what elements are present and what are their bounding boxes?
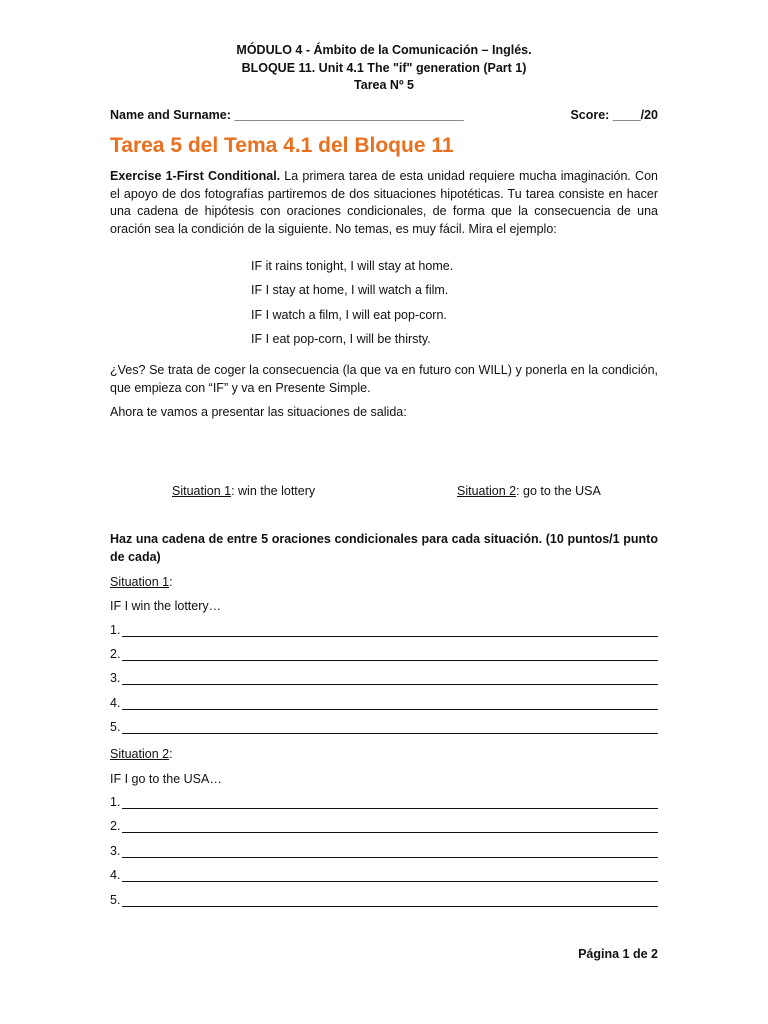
answer-rule (122, 881, 658, 882)
answer-rule (122, 906, 658, 907)
example-sentence-3: IF I watch a film, I will eat pop-corn. (251, 308, 447, 322)
answer-number: 5. (110, 720, 121, 734)
answer-line-1-2[interactable] (110, 647, 658, 663)
situations-intro: Ahora te vamos a presentar las situaciones de salida: (110, 405, 407, 419)
section-2-prompt: IF I go to the USA… (110, 772, 222, 786)
answer-line-2-5[interactable] (110, 893, 658, 909)
section-2-heading-colon: : (169, 747, 173, 761)
answer-line-1-5[interactable] (110, 720, 658, 736)
answer-rule (122, 832, 658, 833)
situation-1-caption (172, 484, 315, 498)
name-field-label: Name and Surname: _________________________________ (110, 108, 464, 122)
answer-rule (122, 684, 658, 685)
intro-paragraph (110, 168, 658, 238)
page-title: Tarea 5 del Tema 4.1 del Bloque 11 (110, 134, 454, 157)
answer-number: 1. (110, 795, 121, 809)
example-sentence-4: IF I eat pop-corn, I will be thirsty. (251, 332, 431, 346)
section-1-heading-label: Situation 1 (110, 575, 170, 589)
example-sentence-2: IF I stay at home, I will watch a film. (251, 283, 449, 297)
section-1-heading-colon: : (169, 575, 173, 589)
example-sentence-1: IF it rains tonight, I will stay at home. (251, 259, 454, 273)
answer-rule (122, 857, 658, 858)
answer-number: 3. (110, 844, 121, 858)
situation-2-caption (457, 484, 601, 498)
answer-number: 5. (110, 893, 121, 907)
answer-number: 4. (110, 696, 121, 710)
answer-number: 1. (110, 623, 121, 637)
situation-1-caption-text: : win the lottery (231, 484, 316, 498)
section-2-heading (110, 746, 173, 762)
answer-rule (122, 733, 658, 734)
exercise-label: Exercise 1-First Conditional. (110, 169, 281, 183)
intro-text: La primera tarea de esta unidad requiere mucha imaginación. Con el apoyo de dos fotografías partiremos de dos situaciones hipotéticas. Tu tarea consiste en hacer una cadena de hipótesis con oraciones condicionales, de forma que la consecuencia de una oración sea la condición de la siguiente. No temas, es muy fácil. Mira el ejemplo: (110, 169, 658, 236)
situation-1-caption-label: Situation 1 (172, 484, 232, 498)
answer-number: 2. (110, 647, 121, 661)
section-1-prompt: IF I win the lottery… (110, 599, 222, 613)
answer-line-2-2[interactable] (110, 819, 658, 835)
answer-rule (122, 636, 658, 637)
answer-number: 3. (110, 671, 121, 685)
answer-rule (122, 660, 658, 661)
situation-2-caption-label: Situation 2 (457, 484, 517, 498)
explanation-paragraph: ¿Ves? Se trata de coger la consecuencia (la que va en futuro con WILL) y ponerla en la condición, que empieza con “IF” y va en Presente Simple. (110, 363, 658, 395)
answer-number: 4. (110, 868, 121, 882)
answer-line-1-4[interactable] (110, 696, 658, 712)
answer-line-2-4[interactable] (110, 868, 658, 884)
section-1-heading (110, 574, 173, 590)
task-instructions: Haz una cadena de entre 5 oraciones condicionales para cada situación. (10 puntos/1 punto de cada) (110, 532, 658, 564)
page-number: Página 1 de 2 (578, 947, 658, 961)
name-score-row (110, 108, 658, 122)
score-field-label: Score: ____/20 (570, 108, 658, 122)
situation-2-caption-text: : go to the USA (516, 484, 601, 498)
answer-line-2-3[interactable] (110, 844, 658, 860)
answer-number: 2. (110, 819, 121, 833)
answer-line-2-1[interactable] (110, 795, 658, 811)
answer-line-1-1[interactable] (110, 623, 658, 639)
section-2-heading-label: Situation 2 (110, 747, 170, 761)
answer-rule (122, 808, 658, 809)
answer-rule (122, 709, 658, 710)
answer-line-1-3[interactable] (110, 671, 658, 687)
task-number-heading: Tarea Nº 5 (354, 78, 414, 92)
unit-heading: BLOQUE 11. Unit 4.1 The "if" generation (Part 1) (241, 61, 527, 75)
module-heading: MÓDULO 4 - Ámbito de la Comunicación – Inglés. (236, 43, 532, 57)
